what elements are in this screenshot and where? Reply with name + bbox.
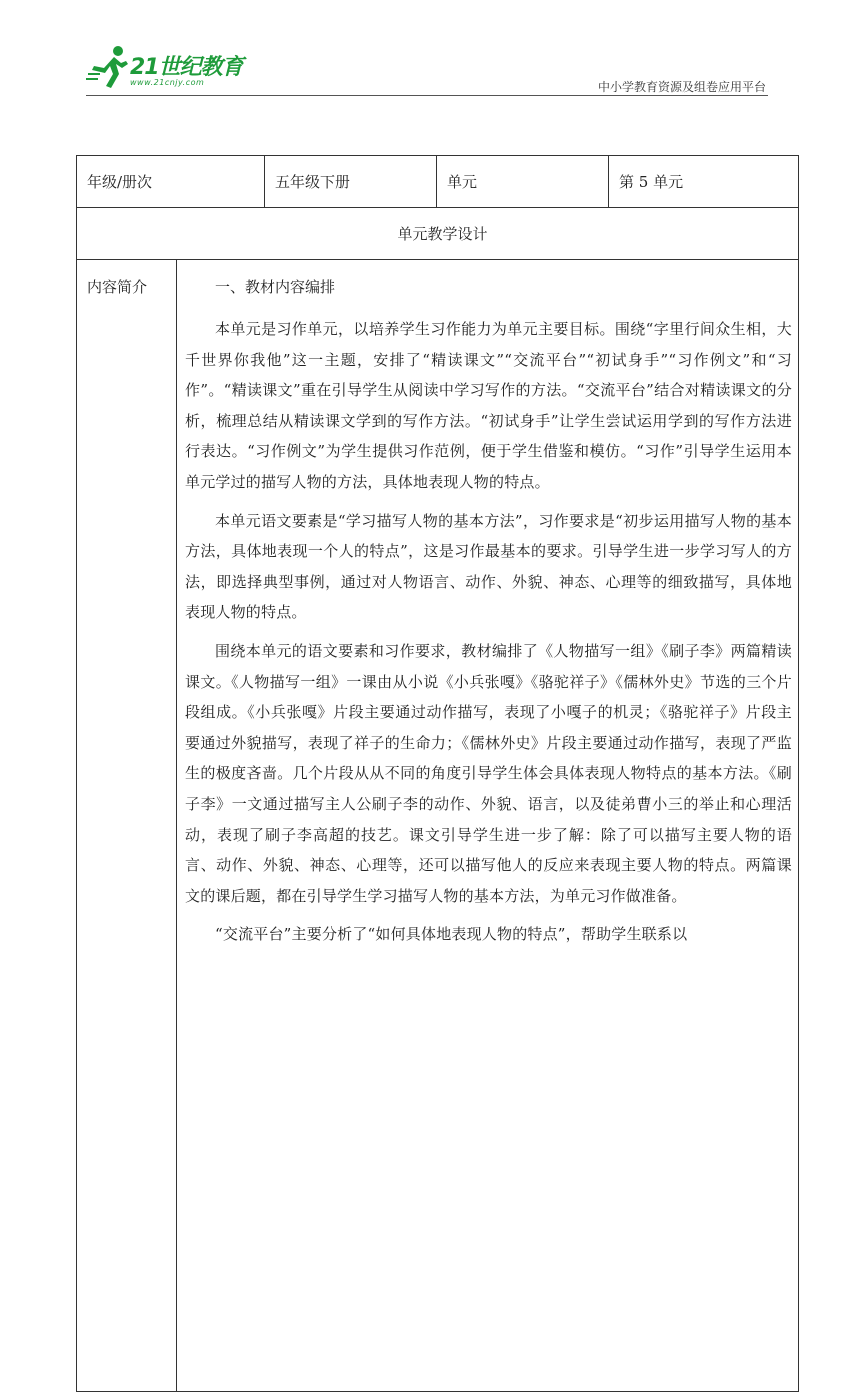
page-header (0, 0, 860, 100)
content-body (177, 260, 799, 1392)
grade-value: 五年级下册 (265, 156, 437, 208)
header-divider (86, 95, 768, 96)
grade-label: 年级/册次 (77, 156, 265, 208)
title-row (77, 208, 799, 260)
unit-label: 单元 (437, 156, 609, 208)
paragraph-3: 围绕本单元的语文要素和习作要求，教材编排了《人物描写一组》《刷子李》两篇精读课文。《人物描写一组》一课由从小说《小兵张嘎》《骆驼祥子》《儒林外史》节选的三个片段组成。《小兵张嘎》片段主要通过动作描写，表现了小嘎子的机灵；《骆驼祥子》片段主要通过外貌描写，表现了祥子的生命力；《儒林外史》片段主要通过动作描写，表现了严监生的极度吝啬。几个片段从从不同的角度引导学生体会具体表现人物特点的基本方法。《刷子李》一文通过描写主人公刷子李的动作、外貌、语言，以及徒弟曹小三的举止和心理活动，表现了刷子李高超的技艺。课文引导学生进一步了解：除了可以描写主要人物的语言、动作、外貌、神态、心理等，还可以描写他人的反应来表现主要人物的特点。两篇课文的课后题，都在引导学生学习描写人物的基本方法，为单元习作做准备。 (185, 641, 792, 905)
logo-text: 21世纪教育 (130, 55, 243, 80)
logo-url: www.21cnjy.com (130, 78, 205, 87)
paragraph-4: “交流平台”主要分析了“如何具体地表现人物的特点”，帮助学生联系以 (215, 925, 688, 944)
logo (86, 44, 256, 96)
content-label: 内容简介 (77, 260, 177, 1392)
info-row (77, 156, 799, 208)
design-title: 单元教学设计 (77, 208, 799, 260)
content-row (77, 260, 799, 1392)
unit-value: 第 5 单元 (609, 156, 799, 208)
paragraph-1: 本单元是习作单元，以培养学生习作能力为单元主要目标。围绕“字里行间众生相，大千世界你我他”这一主题，安排了“精读课文”“交流平台”“初试身手”“习作例文”和“习作”。“精读课文”重在引导学生从阅读中学习写作的方法。“交流平台”结合对精读课文的分析，梳理总结从精读课文学到的写作方法。“初试身手”让学生尝试运用学到的写作方法进行表达。“习作例文”为学生提供习作范例，便于学生借鉴和模仿。“习作”引导学生运用本单元学过的描写人物的方法，具体地表现人物的特点。 (185, 320, 792, 491)
runner-logo-icon (86, 44, 130, 90)
section-title: 一、教材内容编排 (215, 278, 336, 296)
header-tagline: 中小学教育资源及组卷应用平台 (597, 80, 766, 94)
unit-design-table (76, 155, 799, 1392)
paragraph-2: 本单元语文要素是“学习描写人物的基本方法”，习作要求是“初步运用描写人物的基本方法，具体地表现一个人的特点”，这是习作最基本的要求。引导学生进一步学习写人的方法，即选择典型事例，通过对人物语言、动作、外貌、神态、心理等的细致描写，具体地表现人物的特点。 (185, 511, 792, 622)
